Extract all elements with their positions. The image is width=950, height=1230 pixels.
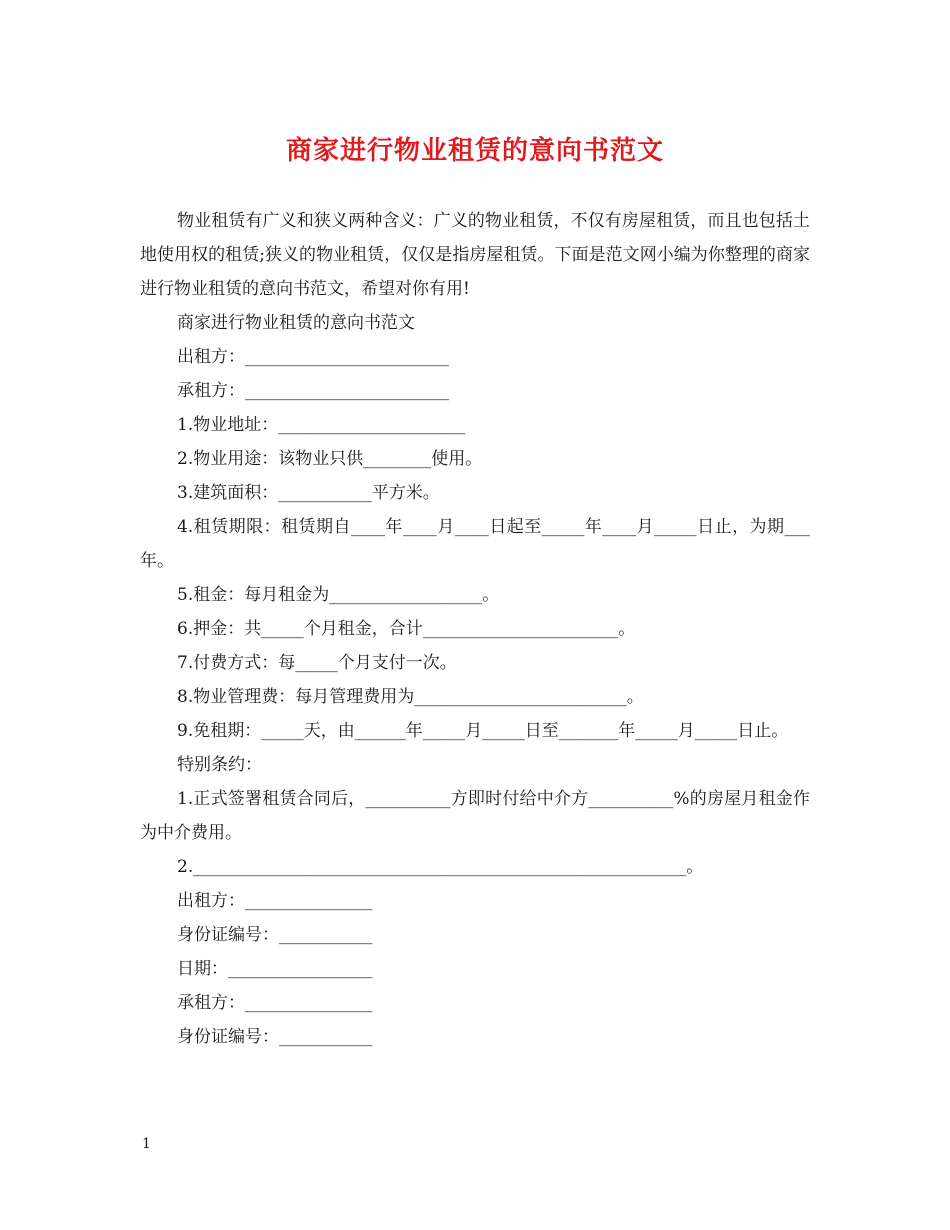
signature-lessor: 出租方：_______________ [177, 891, 373, 911]
item-payment-method: 7.付费方式：每_____个月支付一次。 [177, 653, 457, 673]
lessor-line: 出租方：________________________ [177, 347, 449, 367]
subtitle-line: 商家进行物业租赁的意向书范文 [177, 313, 415, 333]
item-management-fee: 8.物业管理费：每月管理费用为_________________________。 [177, 687, 644, 707]
special-heading: 特别条约： [177, 755, 262, 775]
item-term: 4.租赁期限：租赁期自____年____月____日起至_____年____月_____日止，为期___年。 [140, 517, 811, 571]
signature-lessee-id: 身份证编号：___________ [177, 1027, 373, 1047]
signature-lessor-id: 身份证编号：___________ [177, 925, 373, 945]
document-title: 商家进行物业租赁的意向书范文 [285, 136, 664, 166]
special-item-commission: 1.正式签署租赁合同后，__________方即时付给中介方__________%的房屋月租金作为中介费用。 [140, 789, 810, 843]
signature-lessee: 承租方：_______________ [177, 993, 373, 1013]
item-deposit: 6.押金：共_____个月租金，合计_______________________。 [177, 619, 636, 639]
special-item-blank: 2.__________________________________________________________。 [177, 857, 704, 877]
signature-date: 日期：_________________ [177, 959, 373, 979]
item-rent-free-period: 9.免租期：_____天，由______年_____月_____日至_______年_____月_____日止。 [177, 721, 789, 741]
item-address: 1.物业地址：______________________ [177, 415, 466, 435]
item-rent: 5.租金：每月租金为__________________。 [177, 585, 500, 605]
intro-paragraph: 物业租赁有广义和狭义两种含义：广义的物业租赁，不仅有房屋租赁，而且也包括土地使用权的租赁;狭义的物业租赁，仅仅是指房屋租赁。下面是范文网小编为你整理的商家进行物业租赁的意向书范文，希望对你有用! [140, 211, 810, 299]
document-body [140, 204, 810, 1054]
lessee-line: 承租方：________________________ [177, 381, 449, 401]
item-usage: 2.物业用途：该物业只供________使用。 [177, 449, 483, 469]
page-number: 1 [142, 1136, 151, 1152]
item-area: 3.建筑面积：___________平方米。 [177, 483, 440, 503]
